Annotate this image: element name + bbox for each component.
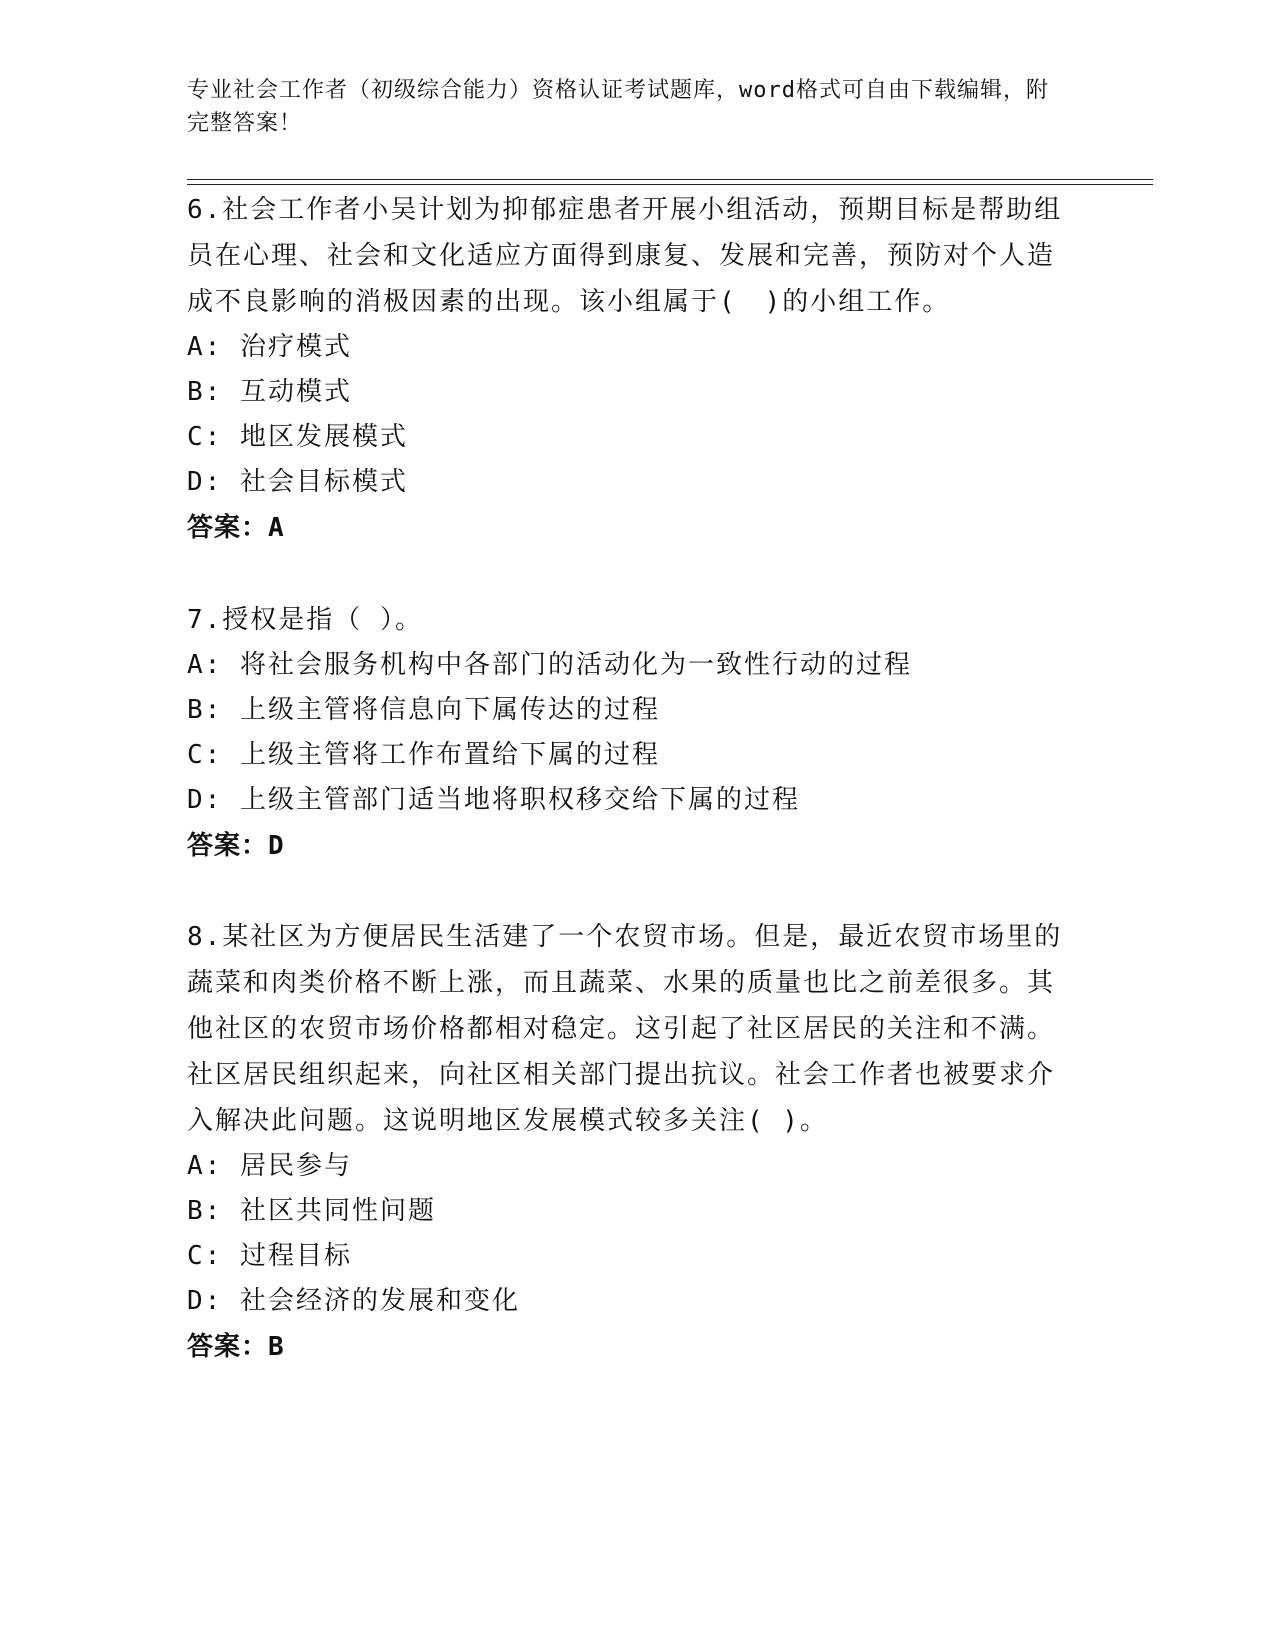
answer-label: 答案：D xyxy=(187,831,285,861)
document-header: 专业社会工作者（初级综合能力）资格认证考试题库，word格式可自由下载编辑，附完整答案！ xyxy=(187,78,1049,136)
question-stem: 6.社会工作者小吴计划为抑郁症患者开展小组活动，预期目标是帮助组员在心理、社会和文化适应方面得到康复、发展和完善，预防对个人造成不良影响的消极因素的出现。该小组属于( )的小组工作。 xyxy=(187,195,1063,317)
option-c: C: 过程目标 xyxy=(187,1241,352,1271)
question-6 xyxy=(187,187,1067,551)
option-c: C: 地区发展模式 xyxy=(187,422,408,452)
option-c: C: 上级主管将工作布置给下属的过程 xyxy=(187,740,660,770)
question-stem: 7.授权是指（ ）。 xyxy=(187,605,423,635)
option-d: D: 上级主管部门适当地将职权移交给下属的过程 xyxy=(187,785,800,815)
option-d: D: 社会目标模式 xyxy=(187,467,408,497)
option-a: A: 居民参与 xyxy=(187,1151,352,1181)
question-7 xyxy=(187,597,1067,869)
header-divider-top xyxy=(187,179,1153,180)
answer-label: 答案：A xyxy=(187,513,285,543)
option-list xyxy=(187,643,1067,823)
option-a: A: 治疗模式 xyxy=(187,332,352,362)
option-b: B: 互动模式 xyxy=(187,377,352,407)
header-divider-bottom xyxy=(187,184,1153,185)
question-8 xyxy=(187,914,1067,1370)
option-b: B: 社区共同性问题 xyxy=(187,1196,436,1226)
option-a: A: 将社会服务机构中各部门的活动化为一致性行动的过程 xyxy=(187,650,912,680)
question-stem: 8.某社区为方便居民生活建了一个农贸市场。但是，最近农贸市场里的蔬菜和肉类价格不断上涨，而且蔬菜、水果的质量也比之前差很多。其他社区的农贸市场价格都相对稳定。这引起了社区居民的关注和不满。社区居民组织起来，向社区相关部门提出抗议。社会工作者也被要求介入解决此问题。这说明地区发展模式较多关注( )。 xyxy=(187,922,1063,1136)
answer-label: 答案：B xyxy=(187,1332,285,1362)
option-list xyxy=(187,1144,1067,1324)
option-list xyxy=(187,325,1067,505)
option-b: B: 上级主管将信息向下属传达的过程 xyxy=(187,695,660,725)
option-d: D: 社会经济的发展和变化 xyxy=(187,1286,520,1316)
